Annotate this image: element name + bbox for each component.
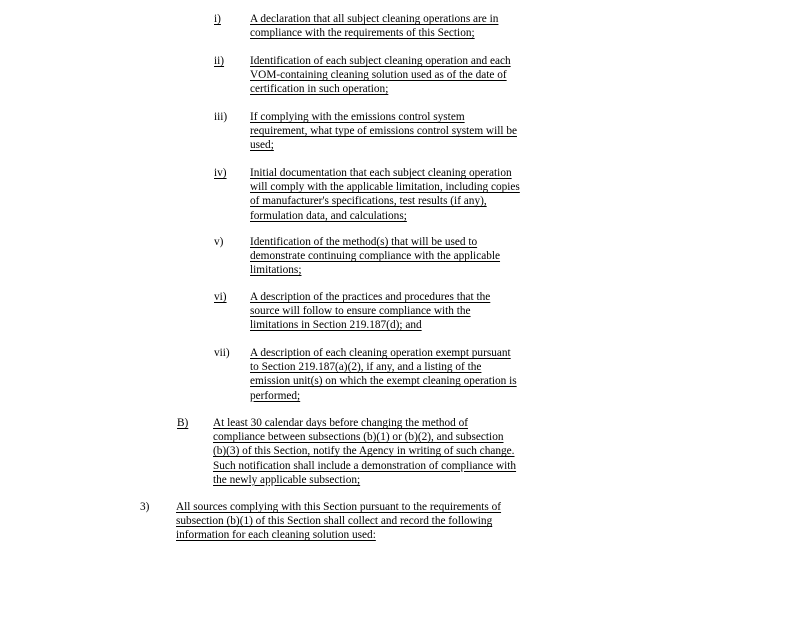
item-b-line-1: At least 30 calendar days before changing the method of bbox=[213, 417, 469, 429]
sub-item-iv-label: iv) bbox=[214, 167, 227, 179]
item-3-line-3: information for each cleaning solution used: bbox=[176, 529, 376, 542]
sub-item-vi-line-3: limitations in Section 219.187(d); and bbox=[250, 319, 422, 332]
item-b-line-4: Such notification shall include a demonstration of compliance with bbox=[213, 459, 517, 472]
item-3-line-2: subsection (b)(1) of this Section shall collect and record the following bbox=[176, 515, 493, 528]
sub-item-iv-text bbox=[250, 166, 520, 223]
sub-item-v-label: v) bbox=[214, 236, 224, 248]
item-b-text bbox=[213, 416, 516, 487]
sub-item-iii-line-3: used; bbox=[250, 139, 274, 152]
sub-item-i-label: i) bbox=[214, 13, 221, 25]
sub-item-vii-line-3: emission unit(s) on which the exempt cleaning operation is bbox=[250, 375, 517, 388]
sub-item-iii-text bbox=[250, 110, 517, 153]
sub-item-vii-line-1: A description of each cleaning operation exempt pursuant bbox=[250, 347, 511, 359]
item-b-line-3: (b)(3) of this Section, notify the Agency in writing of such change. bbox=[213, 445, 515, 458]
item-3-text bbox=[176, 500, 501, 543]
sub-item-iii-label: iii) bbox=[214, 111, 228, 123]
sub-item-vii-text bbox=[250, 346, 517, 403]
sub-item-ii-line-3: certification in such operation; bbox=[250, 83, 389, 96]
sub-item-iv-line-3: of manufacturer's specifications, test results (if any), bbox=[250, 195, 487, 208]
item-b-line-5: the newly applicable subsection; bbox=[213, 473, 361, 486]
sub-item-vii-line-4: performed; bbox=[250, 389, 301, 402]
sub-item-iv-line-1: Initial documentation that each subject cleaning operation bbox=[250, 167, 512, 179]
sub-item-iii-line-1: If complying with the emissions control system bbox=[250, 111, 465, 123]
sub-item-i-line-2: compliance with the requirements of this Section; bbox=[250, 27, 475, 40]
sub-item-vii-line-2: to Section 219.187(a)(2), if any, and a listing of the bbox=[250, 361, 482, 374]
sub-item-iv-line-2: will comply with the applicable limitation, including copies bbox=[250, 181, 520, 194]
sub-item-vi-label: vi) bbox=[214, 291, 227, 303]
item-3-label: 3) bbox=[140, 501, 150, 513]
sub-item-vi-line-1: A description of the practices and procedures that the bbox=[250, 291, 491, 303]
sub-item-iv-line-4: formulation data, and calculations; bbox=[250, 209, 407, 222]
sub-item-v-line-1: Identification of the method(s) that will be used to bbox=[250, 236, 478, 248]
item-b-line-2: compliance between subsections (b)(1) or (b)(2), and subsection bbox=[213, 431, 504, 444]
sub-item-v-line-3: limitations; bbox=[250, 264, 302, 277]
sub-item-ii-label: ii) bbox=[214, 55, 225, 67]
sub-item-vi-line-2: source will follow to ensure compliance with the bbox=[250, 305, 471, 318]
item-b-label: B) bbox=[177, 417, 189, 429]
sub-item-vii-label: vii) bbox=[214, 347, 230, 359]
sub-item-vi-text bbox=[250, 290, 490, 333]
sub-item-ii-line-2: VOM-containing cleaning solution used as of the date of bbox=[250, 69, 507, 82]
sub-item-ii-text bbox=[250, 54, 511, 97]
sub-item-i-text bbox=[250, 12, 498, 40]
item-3-line-1: All sources complying with this Section pursuant to the requirements of bbox=[176, 501, 502, 513]
sub-item-iii-line-2: requirement, what type of emissions control system will be bbox=[250, 125, 517, 138]
sub-item-ii-line-1: Identification of each subject cleaning operation and each bbox=[250, 55, 511, 67]
sub-item-i-line-1: A declaration that all subject cleaning operations are in bbox=[250, 13, 499, 25]
sub-item-v-text bbox=[250, 235, 500, 278]
sub-item-v-line-2: demonstrate continuing compliance with the applicable bbox=[250, 250, 501, 263]
